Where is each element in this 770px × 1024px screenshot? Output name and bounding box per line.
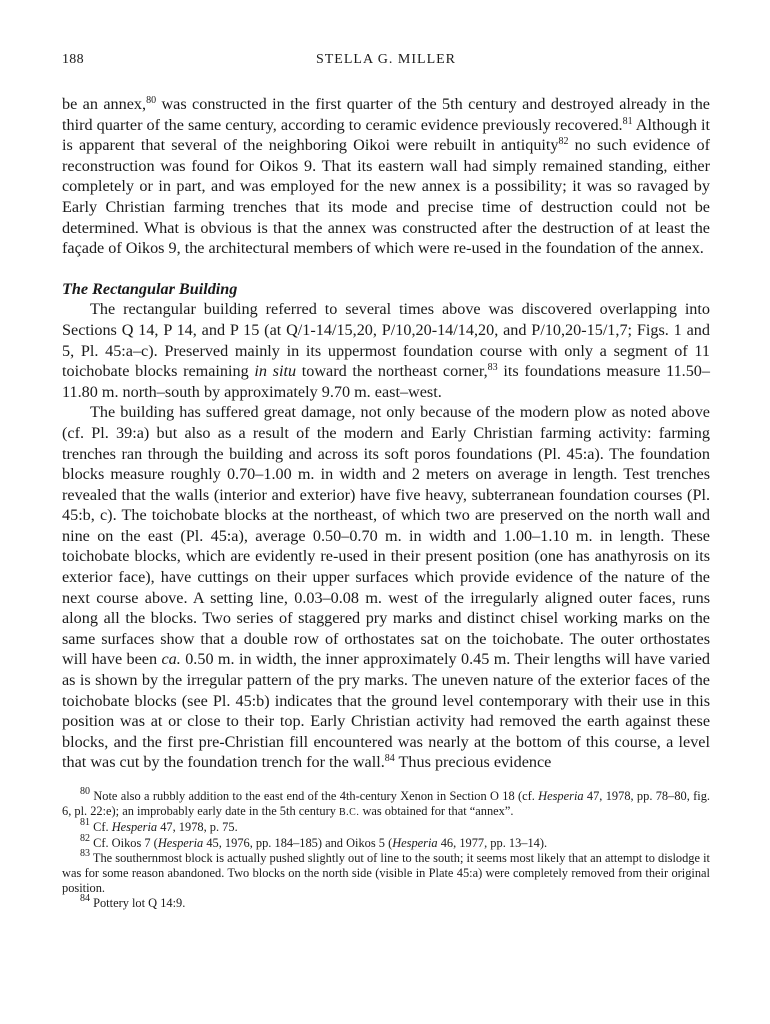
paragraph-damage [62,402,710,773]
journal-title: Hesperia [111,820,158,835]
paragraph-annex [62,94,710,259]
text-span: Note also a rubbly addition to the east end of the 4th-century Xenon in Section O 18 (cf. [90,789,539,803]
journal-title: Hesperia [392,835,438,850]
footnote-ref-81[interactable]: 81 [622,115,633,127]
text-span: 46, 1977, pp. 13–14). [437,835,548,850]
text-span: 45, 1976, pp. 184–185) and Oikos 5 ( [203,835,393,850]
footnote-ref-83[interactable]: 83 [487,362,498,374]
paragraph-rectangular-building [62,299,710,402]
text-span: was constructed in the first quarter of the 5th century and destroyed already in the third quarter of the same century, according to ceramic evidence previously recovered. [62,95,710,134]
text-span: Pottery lot Q 14:9. [90,896,186,911]
text-span: The rectangular building referred to several times above was discovered overlapping into Sections Q 14, P 14, and P 15 (at Q/1-14/15,20, P/10,20-14/14,20, and P/10,20-15/1,7; Figs. 1 and 5, Pl. 45:a–c). Preserved mainly in its uppermost foundation course with only a segment of 11 toichobate blocks remaining [62,300,710,381]
footnote-number: 83 [80,847,90,859]
journal-title: Hesperia [538,789,584,803]
footnotes [62,786,710,912]
text-span: was obtained for that “annex”. [359,804,514,819]
footnote-number: 81 [80,817,90,829]
journal-title: Hesperia [157,835,204,850]
running-head-author: STELLA G. MILLER [315,52,457,67]
footnote-ref-80[interactable]: 80 [146,95,157,106]
document-page [62,52,710,912]
text-span: be an annex, [62,95,147,113]
italic-term: in situ [254,362,297,381]
era-abbreviation: B.C. [339,807,360,819]
text-span: Cf. Oikos 7 ( [90,835,158,850]
text-span: The southernmost block is actually pushed slightly out of line to the south; it seems most likely that an attempt to dislodge it was for some reason abandoned. Two blocks on the north side (visible in Plate 45:a) were completely removed from their original position. [62,850,710,896]
text-span: 47, 1978, p. 75. [157,820,238,835]
text-span: its foundations measure 11.50–11.80 m. north–south by approximately 9.70 m. east–west. [62,362,710,401]
footnote-81 [62,817,710,835]
text-span: The building has suffered great damage, not only because of the modern plow as noted above (cf. Pl. 39:a) but also as a result of the modern and Early Christian farming activity: farming trenches ran through the building and across its soft poros foundations (Pl. 45:a). The foundation blocks measure roughly 0.70–1.00 m. in width and 2 meters on average in length. Test trenches revealed that the walls (interior and exterior) have five heavy, subterranean foundation courses (Pl. 45:b, c). The toichobate blocks at the northeast, of which two are preserved on the north wall and nine on the east (Pl. 45:a), average 0.50–0.70 m. in width and 1.00–1.10 m. in length. These toichobate blocks, which are evidently re-used in their present position (one has anathyrosis on its exterior face), have cuttings on their upper surfaces which provide evidence of the nature of the next course above. A setting line, 0.03–0.08 m. west of the irregularly aligned outer faces, runs along all the blocks. Two series of staggered pry marks and distinct chisel working marks on the same surfaces show that a double row of orthostates sat on the toichobate. The outer orthostates will have been [62,403,710,669]
footnote-82 [62,832,710,851]
running-head [62,52,710,74]
text-span: no such evidence of reconstruction was found for Oikos 9. That its eastern wall had simply remained standing, either completely or in part, and was employed for the new annex is a possibility; it was so ravaged by Early Christian farming trenches that its mode and precise time of destruction could not be determined. What is obvious is that the annex was constructed after the destruction of at least the façade of Oikos 9, the architectural members of which were re-used in the foundation of the annex. [62,136,710,258]
text-span: Cf. [90,820,112,835]
footnote-ref-82[interactable]: 82 [558,136,569,148]
footnote-number: 84 [80,893,90,905]
page-number: 188 [62,52,84,67]
footnote-84 [62,893,710,911]
section-heading: The Rectangular Building [62,279,238,298]
text-span: Thus precious evidence [394,753,552,772]
text-span: toward the northeast corner, [296,362,488,381]
footnote-number: 80 [80,786,90,797]
footnote-ref-84[interactable]: 84 [384,753,395,765]
footnote-number: 82 [80,832,90,844]
text-span: Although it is apparent that several of the neighboring Oikoi were rebuilt in antiquity [62,115,710,155]
text-span: 0.50 m. in width, the inner approximately 0.45 m. Their lengths will have varied as is shown by the irregular pattern of the pry marks. The uneven nature of the exterior faces of the toichobate blocks (see Pl. 45:b) indicates that the ground level contemporary with their use in this position was at or close to their top. Early Christian activity had removed the earth against these blocks, and the first pre-Christian fill encountered was nearly at the bottom of this course, a level that was cut by the foundation trench for the wall. [62,650,711,772]
footnote-80 [62,786,710,820]
body-text [62,94,710,773]
text-span: 47, 1978, pp. 78–80, fig. 6, pl. 22:e); an improbably early date in the 5th century [62,789,710,819]
footnote-83 [62,847,710,897]
italic-term: ca. [161,650,181,669]
